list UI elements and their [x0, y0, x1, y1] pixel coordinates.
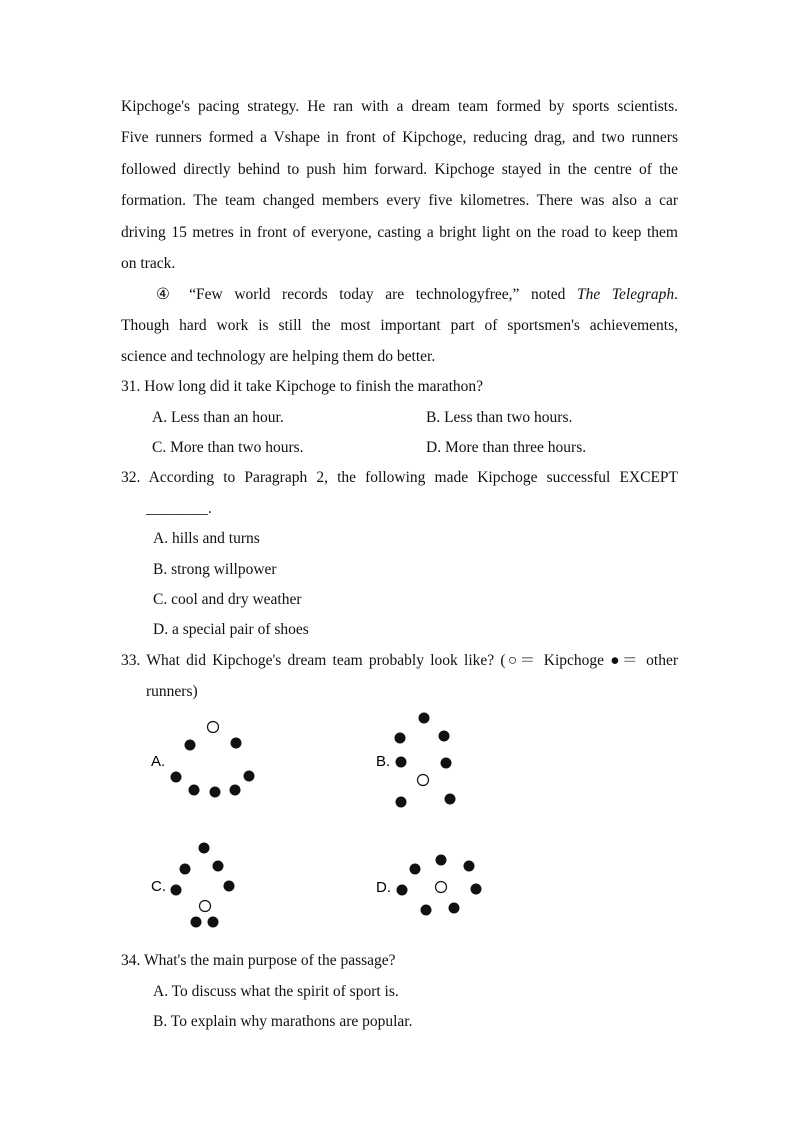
- kipchoge-marker: [436, 882, 447, 893]
- runner-marker: [230, 785, 241, 796]
- runner-marker: [210, 787, 221, 798]
- diagram-d-label: D.: [376, 879, 391, 896]
- runner-marker: [397, 885, 408, 896]
- paragraph-4-period: .: [674, 286, 679, 303]
- runner-marker: [395, 733, 406, 744]
- runner-marker: [396, 797, 407, 808]
- paragraph-4-quote: “Few world records today are technologyfree,” noted: [189, 286, 578, 303]
- question-31-option-a[interactable]: A. Less than an hour.: [152, 409, 284, 426]
- question-33-stem-continued: runners): [146, 683, 198, 700]
- runner-marker: [436, 855, 447, 866]
- diagram-b-label: B.: [376, 753, 391, 770]
- formation-diagram-b[interactable]: [375, 710, 485, 810]
- paragraph-3-line-3: followed directly behind to push him forward. Kipchoge stayed in the centre of the: [121, 161, 678, 178]
- paragraph-3-line-4: formation. The team changed members every five kilometres. There was also a car: [121, 192, 678, 209]
- kipchoge-marker: [208, 722, 219, 733]
- runner-marker: [191, 917, 202, 928]
- runner-marker: [419, 713, 430, 724]
- runner-marker: [189, 785, 200, 796]
- runner-marker: [449, 903, 460, 914]
- paragraph-3-line-5: driving 15 metres in front of everyone, casting a bright light on the road to keep them: [121, 224, 678, 241]
- runner-marker: [224, 881, 235, 892]
- diagram-a-label: A.: [151, 753, 166, 770]
- question-31-option-b[interactable]: B. Less than two hours.: [426, 409, 573, 426]
- formation-diagram-a[interactable]: [150, 715, 260, 805]
- runner-marker: [231, 738, 242, 749]
- question-32-option-b[interactable]: B. strong willpower: [153, 561, 277, 578]
- paragraph-4-line-3: science and technology are helping them do better.: [121, 348, 436, 365]
- runner-marker: [180, 864, 191, 875]
- runner-marker: [171, 772, 182, 783]
- paragraph-marker: ④: [156, 286, 178, 303]
- formation-diagram-c[interactable]: [150, 838, 250, 933]
- question-32-option-a[interactable]: A. hills and turns: [153, 530, 260, 547]
- question-33-stem: 33. What did Kipchoge's dream team probably look like? (○＝ Kipchoge ●＝ other: [121, 652, 678, 669]
- question-31-stem: 31. How long did it take Kipchoge to finish the marathon?: [121, 378, 484, 395]
- source-name: The Telegraph: [577, 286, 675, 303]
- paragraph-3-line-1: Kipchoge's pacing strategy. He ran with a dream team formed by sports scientists.: [121, 98, 678, 115]
- runner-marker: [410, 864, 421, 875]
- runner-marker: [185, 740, 196, 751]
- question-32-option-d[interactable]: D. a special pair of shoes: [153, 621, 309, 638]
- paragraph-3-line-6: on track.: [121, 255, 176, 272]
- diagram-c-label: C.: [151, 878, 166, 895]
- runner-marker: [445, 794, 456, 805]
- kipchoge-marker: [200, 901, 211, 912]
- question-31-option-d[interactable]: D. More than three hours.: [426, 439, 587, 456]
- runner-marker: [471, 884, 482, 895]
- runner-marker: [244, 771, 255, 782]
- runner-marker: [396, 757, 407, 768]
- runner-marker: [213, 861, 224, 872]
- kipchoge-marker: [418, 775, 429, 786]
- runner-marker: [199, 843, 210, 854]
- question-32-blank: ________.: [146, 500, 212, 517]
- question-31-option-c[interactable]: C. More than two hours.: [152, 439, 304, 456]
- runner-marker: [439, 731, 450, 742]
- paragraph-4-line-2: Though hard work is still the most important part of sportsmen's achievements,: [121, 317, 678, 334]
- question-34-option-b[interactable]: B. To explain why marathons are popular.: [153, 1013, 413, 1030]
- formation-diagram-d[interactable]: [375, 848, 490, 923]
- runner-marker: [421, 905, 432, 916]
- question-32-option-c[interactable]: C. cool and dry weather: [153, 591, 302, 608]
- runner-marker: [171, 885, 182, 896]
- question-34-option-a[interactable]: A. To discuss what the spirit of sport is.: [153, 983, 399, 1000]
- paragraph-3-line-2: Five runners formed a Vshape in front of Kipchoge, reducing drag, and two runners: [121, 129, 678, 146]
- runner-marker: [208, 917, 219, 928]
- question-32-stem: 32. According to Paragraph 2, the following made Kipchoge successful EXCEPT: [121, 469, 678, 486]
- question-34-stem: 34. What's the main purpose of the passage?: [121, 952, 396, 969]
- runner-marker: [441, 758, 452, 769]
- runner-marker: [464, 861, 475, 872]
- paragraph-4-line-1: [156, 285, 678, 305]
